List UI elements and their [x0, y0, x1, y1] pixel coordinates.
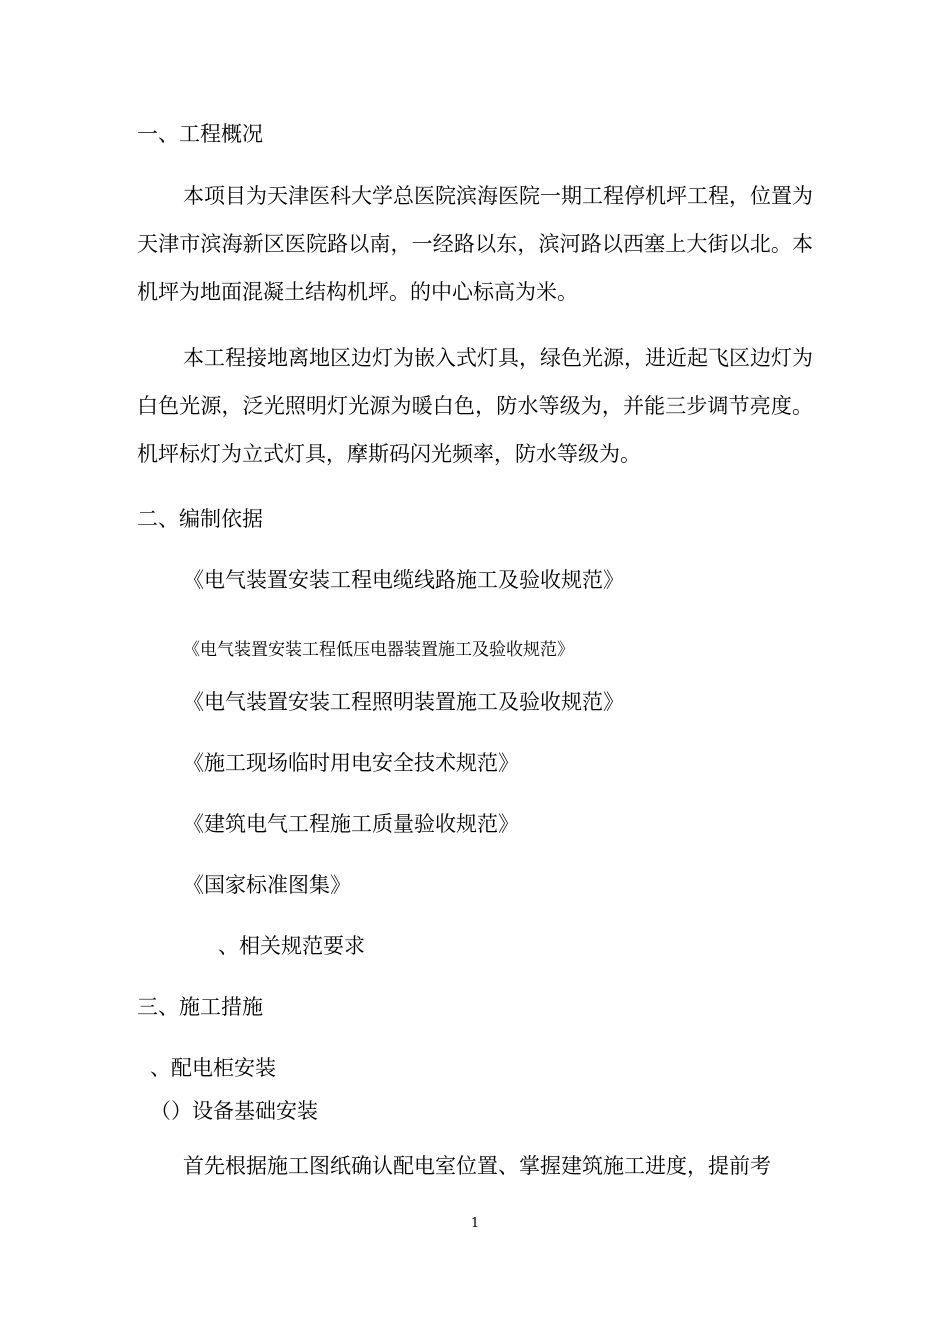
reference-item: 《施工现场临时用电安全技术规范》	[183, 751, 519, 775]
subsection-heading: 、配电柜安装	[150, 1056, 276, 1080]
reference-item: 《建筑电气工程施工质量验收规范》	[183, 812, 519, 836]
reference-item: 《国家标准图集》	[183, 873, 351, 897]
reference-item: 、相关规范要求	[218, 934, 365, 958]
section-heading-overview: 一、工程概况	[137, 122, 263, 146]
page-number: 1	[470, 1216, 480, 1231]
reference-item: 《电气装置安装工程照明装置施工及验收规范》	[183, 690, 624, 714]
overview-paragraph-2: 本工程接地离地区边灯为嵌入式灯具，绿色光源，进近起飞区边灯为白色光源，泛光照明灯光源为暖白色，防水等级为，并能三步调节亮度。机坪标灯为立式灯具，摩斯码闪光频率，防水等级为。	[137, 346, 813, 466]
measures-paragraph-1: 首先根据施工图纸确认配电室位置、掌握建筑施工进度，提前考	[183, 1154, 771, 1178]
overview-paragraph-1: 本项目为天津医科大学总医院滨海医院一期工程停机坪工程，位置为天津市滨海新区医院路以南，一经路以东，滨河路以西塞上大街以北。本机坪为地面混凝土结构机坪。的中心标高为米。	[137, 184, 813, 304]
reference-item: 《电气装置安装工程电缆线路施工及验收规范》	[183, 568, 624, 592]
section-heading-measures: 三、施工措施	[137, 995, 263, 1019]
section-heading-basis: 二、编制依据	[137, 507, 263, 531]
reference-item: 《电气装置安装工程低压电器装置施工及验收规范》	[183, 640, 574, 660]
subsection-item: （）设备基础安装	[150, 1099, 318, 1123]
